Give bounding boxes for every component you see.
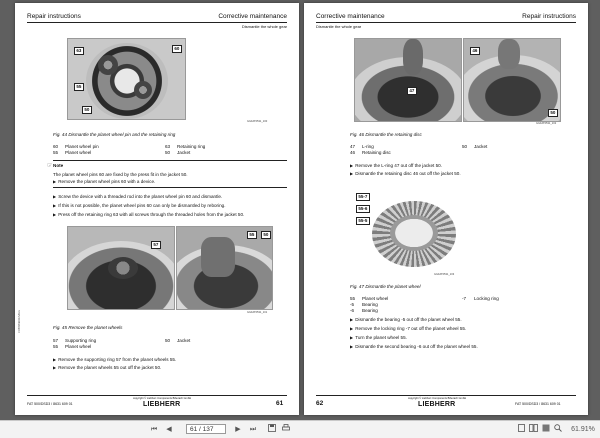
arrow-icon: ▶ (350, 326, 354, 331)
hand-image (498, 39, 520, 69)
liebherr-logo: LIEBHERR (418, 401, 456, 408)
legend-num: 57 (53, 338, 59, 343)
last-page-button[interactable]: ⏭ (249, 426, 257, 433)
first-page-button[interactable]: ⏮ (150, 426, 158, 433)
step: ▶ If this is not possible, the planet wheel pins 60 can only be dismantled by reboring. (53, 203, 226, 208)
legend-label: Jacket (474, 144, 488, 149)
callout-63: 63 (74, 47, 84, 55)
note-text: The planet wheel pins 60 are fixed by the press fit in the jacket 50. (53, 172, 188, 177)
fig46-photo-left (354, 38, 462, 122)
liebherr-logo: LIEBHERR (143, 401, 181, 408)
arrow-icon: ▶ (350, 171, 354, 176)
side-code: COBSB/ED/EN/Rev (18, 309, 21, 333)
fig47-code: GGFAT0531_103 (434, 273, 455, 276)
planet-wheel-image (98, 55, 118, 75)
arrow-icon: ▶ (53, 365, 57, 370)
viewer-toolbar (0, 420, 600, 438)
note-title: Note (53, 163, 64, 168)
legend-num: 55 (53, 150, 59, 155)
arrow-icon: ▶ (53, 203, 57, 208)
step: ▶ Remove the planet wheels 55 out off the jacket 50. (53, 365, 162, 370)
footer-copyright: copyright © Liebherr-Components Biberach GmbH (408, 397, 467, 400)
legend-num: -6 (350, 308, 355, 313)
fig45-code: GGFAT0531_101 (247, 311, 268, 314)
fig46-caption: Fig. 46 Dismantle the retaining disc (350, 132, 422, 137)
subheader: Dismantle the whole gear (316, 24, 362, 29)
callout-55-6: 55-6 (356, 205, 370, 213)
step: ▶ Remove the locking ring -7 out off the planet wheel 55. (350, 326, 467, 331)
legend-label: Supporting ring (65, 338, 97, 343)
legend-label: Planet wheel (65, 150, 92, 155)
fit-page-icon[interactable] (541, 424, 551, 435)
ring-gear-image (86, 43, 168, 119)
arrow-icon: ▶ (53, 357, 57, 362)
fig46-photo-right (463, 38, 561, 122)
fig47-photo (352, 189, 462, 275)
page-62 (304, 3, 588, 415)
hand-image (201, 237, 235, 277)
header-right: Repair instructions (522, 13, 576, 20)
legend-label: L-ring (362, 144, 374, 149)
arrow-icon: ▶ (350, 163, 354, 168)
header-rule (27, 22, 287, 23)
header-left: Repair instructions (27, 13, 81, 20)
legend-num: 50 (462, 144, 468, 149)
zoom-level[interactable]: 61.91% (571, 426, 595, 433)
fig45-photo-right (176, 226, 273, 310)
fig45-caption: Fig. 45 Remove the planet wheels (53, 325, 123, 330)
callout-55-5: 55-5 (356, 217, 370, 225)
legend-num: 63 (165, 144, 171, 149)
legend-num: 47 (350, 144, 356, 149)
footer-copyright: copyright © Liebherr-Components Biberach GmbH (133, 397, 192, 400)
footer-doc-code: FAT 500/DSD3 / 8631 609 01 (27, 402, 73, 406)
next-page-button[interactable]: ▶ (235, 426, 241, 433)
print-icon[interactable] (280, 424, 292, 435)
zoom-icon[interactable] (553, 424, 563, 435)
note-icon: ☞ (47, 163, 53, 169)
note-rule (53, 160, 287, 161)
page-total: / 137 (199, 426, 214, 433)
callout-50: 50 (261, 231, 271, 239)
legend-num: -5 (350, 302, 355, 307)
arrow-icon: ▶ (350, 317, 354, 322)
legend-label: Bearing (362, 302, 378, 307)
callout-60: 60 (172, 45, 182, 53)
page-input-value: 61 (190, 426, 198, 433)
legend-num: 55 (350, 296, 356, 301)
page-number: 62 (316, 400, 324, 407)
legend-label: Jacket (177, 150, 191, 155)
step: ▶ Dismantle the retaining disc 46 out off the jacket 50. (350, 171, 461, 176)
bearing-image (390, 215, 438, 251)
callout-50: 50 (82, 106, 92, 114)
footer-rule (27, 395, 287, 396)
planet-wheel-image (134, 81, 152, 99)
step: ▶ Remove the L-ring 47 out off the jacket 50. (350, 163, 442, 168)
legend-num: 55 (53, 344, 59, 349)
legend-label: Jacket (177, 338, 191, 343)
fig46-code: GGFAT0531_102 (536, 122, 557, 125)
planet-wheel-image (108, 257, 138, 279)
step: ▶ Press off the retaining ring 63 with all screws through the threaded holes from the jacket 50. (53, 212, 245, 217)
callout-46: 46 (470, 47, 480, 55)
header-rule (316, 22, 576, 23)
callout-47: 47 (407, 87, 417, 95)
fig47-caption: Fig. 47 Dismantle the planet wheel (350, 284, 421, 289)
step: ▶ Dismantle the bearing -5 out off the planet wheel 55. (350, 317, 462, 322)
single-page-view-icon[interactable] (516, 424, 526, 435)
subheader: Dismantle the whole gear (241, 24, 287, 29)
fig44-photo (67, 38, 186, 120)
callout-55: 55 (74, 83, 84, 91)
step: ▶ Screw the device with a threaded rod into the planet wheel pin 60 and dismantle. (53, 194, 223, 199)
arrow-icon: ▶ (53, 179, 57, 184)
legend-label: Retaining disc (362, 150, 391, 155)
prev-page-button[interactable]: ◀ (166, 426, 172, 433)
page-number-input[interactable] (186, 424, 226, 434)
note-rule (53, 187, 287, 188)
arrow-icon: ▶ (350, 344, 354, 349)
legend-label: Planet wheel (362, 296, 389, 301)
page-number: 61 (276, 400, 284, 407)
legend-label: Bearing (362, 308, 378, 313)
two-page-view-icon[interactable] (528, 424, 538, 435)
legend-num: 50 (165, 150, 171, 155)
legend-label: Locking ring (474, 296, 499, 301)
legend-label: Retaining ring (177, 144, 206, 149)
callout-55-7: 55-7 (356, 193, 370, 201)
fig44-caption: Fig. 44 Dismantle the planet wheel pin and the retaining ring (53, 132, 176, 137)
legend-num: 50 (165, 338, 171, 343)
legend-num: 46 (350, 150, 356, 155)
callout-50: 50 (548, 109, 558, 117)
step: ▶ Dismantle the second bearing -6 out off the planet wheel 55. (350, 344, 478, 349)
hand-image (403, 39, 423, 75)
header-left: Corrective maintenance (316, 13, 385, 20)
note-bullet: ▶ Remove the planet wheel pins 60 with a device. (53, 179, 156, 184)
legend-num: -7 (462, 296, 467, 301)
step: ▶ Turn the planet wheel 55. (350, 335, 407, 340)
fig44-code: GGFAT0531_100 (247, 120, 268, 123)
save-icon[interactable] (266, 424, 278, 435)
legend-label: Planet wheel pin (65, 144, 99, 149)
callout-57: 57 (151, 241, 161, 249)
arrow-icon: ▶ (53, 212, 57, 217)
footer-doc-code: FAT 500/DSD3 / 8631 609 01 (515, 402, 561, 406)
page-61 (15, 3, 299, 415)
arrow-icon: ▶ (350, 335, 354, 340)
header-right: Corrective maintenance (218, 13, 287, 20)
legend-num: 60 (53, 144, 59, 149)
footer-rule (316, 395, 576, 396)
step: ▶ Remove the supporting ring 57 from the planet wheels 55. (53, 357, 177, 362)
legend-label: Planet wheel (65, 344, 92, 349)
arrow-icon: ▶ (53, 194, 57, 199)
fig45-photo-left (67, 226, 175, 310)
callout-55: 55 (247, 231, 257, 239)
